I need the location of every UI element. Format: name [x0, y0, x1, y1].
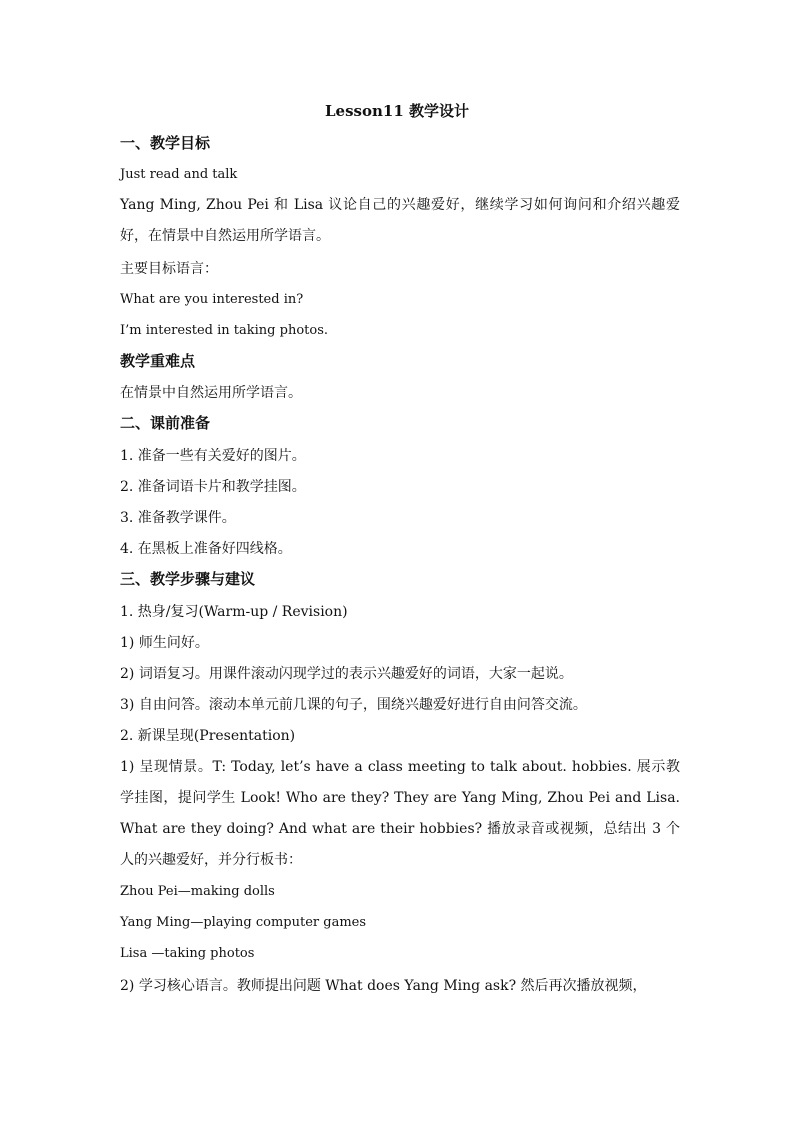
prep-item-4: 4. 在黑板上准备好四线格。 — [120, 541, 292, 557]
step-warm-up-2: 2) 词语复习。用课件滚动闪现学过的表示兴趣爱好的词语，大家一起说。 — [120, 666, 573, 682]
prep-item-2: 2. 准备词语卡片和教学挂图。 — [120, 479, 306, 495]
target-sentence-answer: I’m interested in taking photos. — [120, 323, 328, 338]
heading-preparation: 二、课前准备 — [120, 414, 211, 432]
step-presentation-1: 1) 呈现情景。T: Today, let’s have a class meeting to talk about. hobbies. 展示教学挂图，提问学生 Look! Who are they? They are Yang Ming, Zhou Pei and Lisa. What are they doing? And what are their hobbies? 播放录音或视频，总结出 3 个人的兴趣爱好，并分行板书： — [120, 759, 680, 868]
heading-teaching-goals: 一、教学目标 — [120, 134, 211, 152]
prep-item-3: 3. 准备教学课件。 — [120, 510, 236, 526]
step-warm-up-1: 1) 师生问好。 — [120, 635, 209, 651]
document-title: Lesson11 教学设计 — [325, 102, 469, 120]
step-presentation: 2. 新课呈现(Presentation) — [120, 728, 296, 744]
target-sentence-question: What are you interested in? — [120, 292, 304, 307]
activity-type: Just read and talk — [120, 167, 238, 182]
step-presentation-2: 2) 学习核心语言。教师提出问题 What does Yang Ming ask? 然后再次播放视频， — [120, 978, 647, 994]
board-line-lisa: Lisa —taking photos — [120, 946, 255, 961]
heading-key-points: 教学重难点 — [120, 352, 196, 370]
step-warm-up: 1. 热身/复习(Warm-up / Revision) — [120, 604, 348, 620]
heading-teaching-steps: 三、教学步骤与建议 — [120, 570, 256, 588]
board-line-yang-ming: Yang Ming—playing computer games — [120, 915, 367, 930]
key-points-text: 在情景中自然运用所学语言。 — [120, 385, 302, 401]
step-warm-up-3: 3) 自由问答。滚动本单元前几课的句子，围绕兴趣爱好进行自由问答交流。 — [120, 697, 587, 713]
goal-description: Yang Ming, Zhou Pei 和 Lisa 议论自己的兴趣爱好，继续学习如何询问和介绍兴趣爱好，在情景中自然运用所学语言。 — [120, 197, 680, 244]
target-language-label: 主要目标语言： — [120, 261, 218, 277]
board-line-zhou-pei: Zhou Pei—making dolls — [120, 884, 275, 899]
prep-item-1: 1. 准备一些有关爱好的图片。 — [120, 448, 306, 464]
